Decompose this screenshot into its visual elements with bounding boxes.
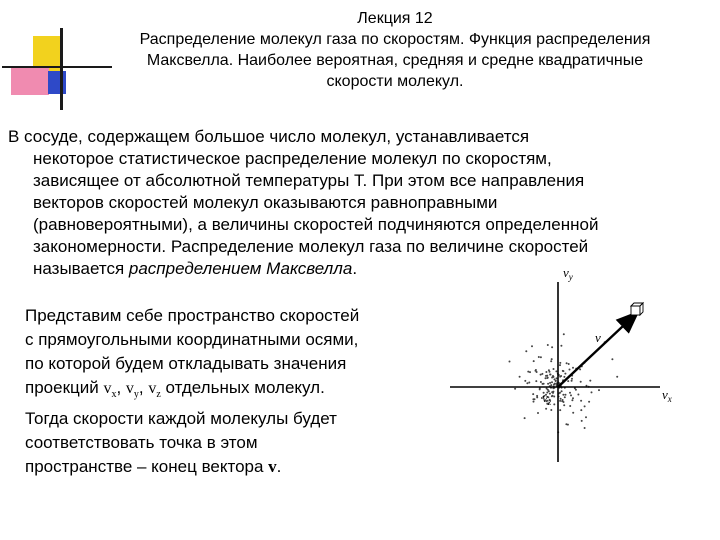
intro-line-3: зависящее от абсолютной температуры Т. При этом все направления xyxy=(33,171,585,190)
molecule-dot xyxy=(584,427,586,429)
intro-line-5: (равновероятными), а величины скоростей подчиняются определенной xyxy=(33,215,599,234)
molecule-dot xyxy=(548,369,550,371)
sep-1: , xyxy=(116,378,126,397)
molecule-dot xyxy=(566,362,568,364)
vs-line-1: Представим себе пространство скоростей xyxy=(25,306,360,325)
molecule-dot xyxy=(562,370,564,372)
molecule-dot xyxy=(553,368,555,370)
decor-pink-square xyxy=(11,67,49,95)
molecule-dot xyxy=(580,400,582,402)
vx-symbol: $v_x$ xyxy=(103,380,117,401)
molecule-dot xyxy=(567,380,569,382)
molecule-dot xyxy=(571,399,573,401)
molecule-dot xyxy=(577,394,579,396)
intro-line-2: некоторое статистическое распределение молекул по скоростям, xyxy=(33,149,552,168)
molecule-dot xyxy=(572,397,574,399)
molecule-dot xyxy=(569,392,571,394)
molecule-dot xyxy=(580,409,582,411)
molecule-dot xyxy=(562,394,564,396)
molecule-dot xyxy=(569,369,571,371)
molecule-dot xyxy=(536,396,538,398)
molecule-dot xyxy=(567,424,569,426)
volume-element-cube xyxy=(631,303,643,315)
vx-axis-label: $v_x$ xyxy=(662,387,672,404)
molecule-dot xyxy=(563,333,565,335)
decor-vertical-line xyxy=(60,28,63,110)
molecule-dot xyxy=(564,373,566,375)
molecule-dot xyxy=(542,383,544,385)
molecule-dot xyxy=(616,376,618,378)
molecule-dot xyxy=(545,377,547,379)
molecule-dot xyxy=(585,416,587,418)
molecule-dot xyxy=(570,394,572,396)
molecule-dot xyxy=(519,376,521,378)
molecule-dot xyxy=(539,388,541,390)
molecule-dot xyxy=(553,384,555,386)
molecule-dot xyxy=(537,412,539,414)
vs-line-4-pre: проекций xyxy=(25,378,104,397)
molecule-dot xyxy=(547,383,549,385)
molecule-dot xyxy=(584,405,586,407)
molecule-dot xyxy=(528,382,530,384)
molecule-dot xyxy=(559,362,561,364)
molecule-dot xyxy=(547,377,549,379)
intro-line-1: В сосуде, содержащем большое число молекул, устанавливается xyxy=(8,127,530,146)
molecule-dot xyxy=(540,356,542,358)
molecule-dot xyxy=(560,345,562,347)
molecule-dot xyxy=(532,393,534,395)
molecule-dot xyxy=(514,388,516,390)
molecule-dot xyxy=(580,381,582,383)
molecule-dot xyxy=(565,394,567,396)
vz-symbol: $v_z$ xyxy=(148,380,161,401)
molecule-dot xyxy=(524,417,526,419)
velocity-space-diagram xyxy=(445,262,685,472)
molecule-dot xyxy=(538,356,540,358)
vs-line-4-post: отдельных молекул. xyxy=(160,378,325,397)
molecule-dot xyxy=(572,367,574,369)
molecule-dot xyxy=(553,403,555,405)
sep-2: , xyxy=(138,378,149,397)
molecule-dot xyxy=(540,381,542,383)
molecule-dot xyxy=(588,401,590,403)
intro-line-4: векторов скоростей молекул оказываются равноправными xyxy=(33,193,498,212)
title-line-1: Лекция 12 xyxy=(357,10,433,27)
molecule-dot xyxy=(551,377,553,379)
vector-v-symbol: v xyxy=(268,457,277,477)
molecule-dot xyxy=(569,405,571,407)
intro-paragraph xyxy=(8,126,708,280)
molecule-dot xyxy=(533,360,535,362)
molecule-dot xyxy=(559,409,561,411)
molecule-dot xyxy=(555,370,557,372)
molecule-dot xyxy=(551,358,553,360)
molecule-dot xyxy=(551,381,553,383)
velocity-space-paragraph xyxy=(25,304,435,479)
vs-line-6: соответствовать точка в этом xyxy=(25,433,258,453)
molecule-dot xyxy=(533,401,535,403)
molecule-dot xyxy=(571,378,573,380)
molecule-dot xyxy=(559,364,561,366)
molecule-dot xyxy=(560,375,562,377)
molecule-dot xyxy=(551,391,553,393)
molecule-dot xyxy=(547,344,549,346)
decor-blue-square xyxy=(48,71,66,94)
molecule-dot xyxy=(550,360,552,362)
molecule-dot xyxy=(550,409,552,411)
molecule-dot xyxy=(550,374,552,376)
title-line-2: Распределение молекул газа по скоростям. Функция распределения xyxy=(139,31,651,48)
molecule-dot xyxy=(579,368,581,370)
molecule-dot xyxy=(529,371,531,373)
intro-line-7-pre: называется xyxy=(33,259,129,278)
molecule-dot xyxy=(564,396,566,398)
vs-line-7: пространстве – конец вектора v. xyxy=(25,457,282,477)
molecule-dot xyxy=(534,398,536,400)
molecule-dot xyxy=(563,401,565,403)
molecule-dot xyxy=(551,346,553,348)
molecule-dot xyxy=(598,389,600,391)
molecule-dot xyxy=(559,400,561,402)
molecule-dot xyxy=(589,380,591,382)
molecule-dot xyxy=(524,380,526,382)
molecule-dot xyxy=(581,420,583,422)
molecule-dot xyxy=(560,398,562,400)
intro-line-7-post: . xyxy=(352,259,358,278)
vy-axis-label: $v_y$ xyxy=(563,265,573,282)
molecule-dot xyxy=(545,371,547,373)
molecule-dot xyxy=(611,358,613,360)
molecule-dot xyxy=(572,412,574,414)
molecule-dot xyxy=(509,361,511,363)
vs-line-2: с прямоугольными координатными осями, xyxy=(25,330,359,349)
molecule-dot xyxy=(549,393,551,395)
molecule-dot xyxy=(541,373,543,375)
molecule-dot xyxy=(563,376,565,378)
origin-label: $v_z$ xyxy=(542,390,552,407)
molecule-dot xyxy=(540,374,542,376)
velocity-vector xyxy=(558,312,638,387)
molecule-dot xyxy=(549,382,551,384)
molecule-dot xyxy=(563,404,565,406)
molecule-dot xyxy=(527,371,529,373)
slide-title xyxy=(80,8,710,92)
molecule-dot xyxy=(561,390,563,392)
molecule-dot xyxy=(531,345,533,347)
vs-line-4 xyxy=(25,376,435,407)
title-line-3: Максвелла. Наиболее вероятная, средняя и средне квадратичные xyxy=(146,52,644,69)
intro-line-6: закономерности. Распределение молекул газа по величине скоростей xyxy=(33,237,589,256)
vector-label: v xyxy=(595,330,601,345)
molecule-dot xyxy=(554,378,556,380)
molecule-dot xyxy=(536,371,538,373)
molecule-dot xyxy=(545,408,547,410)
molecule-dot xyxy=(559,392,561,394)
molecule-dot xyxy=(525,350,527,352)
molecule-dot xyxy=(526,382,528,384)
molecule-dot xyxy=(571,380,573,382)
title-line-4: скорости молекул. xyxy=(326,73,464,90)
molecule-dot xyxy=(535,380,537,382)
molecule-dot xyxy=(568,363,570,365)
vy-symbol: $v_y$ xyxy=(125,380,139,401)
molecule-dot xyxy=(546,375,548,377)
maxwell-distribution-term: распределением Максвелла xyxy=(128,259,353,278)
vs-line-5: Тогда скорости каждой молекулы будет xyxy=(25,409,337,429)
molecule-dot xyxy=(553,396,555,398)
molecule-dot xyxy=(591,391,593,393)
vs-line-3: по которой будем откладывать значения xyxy=(25,354,347,373)
